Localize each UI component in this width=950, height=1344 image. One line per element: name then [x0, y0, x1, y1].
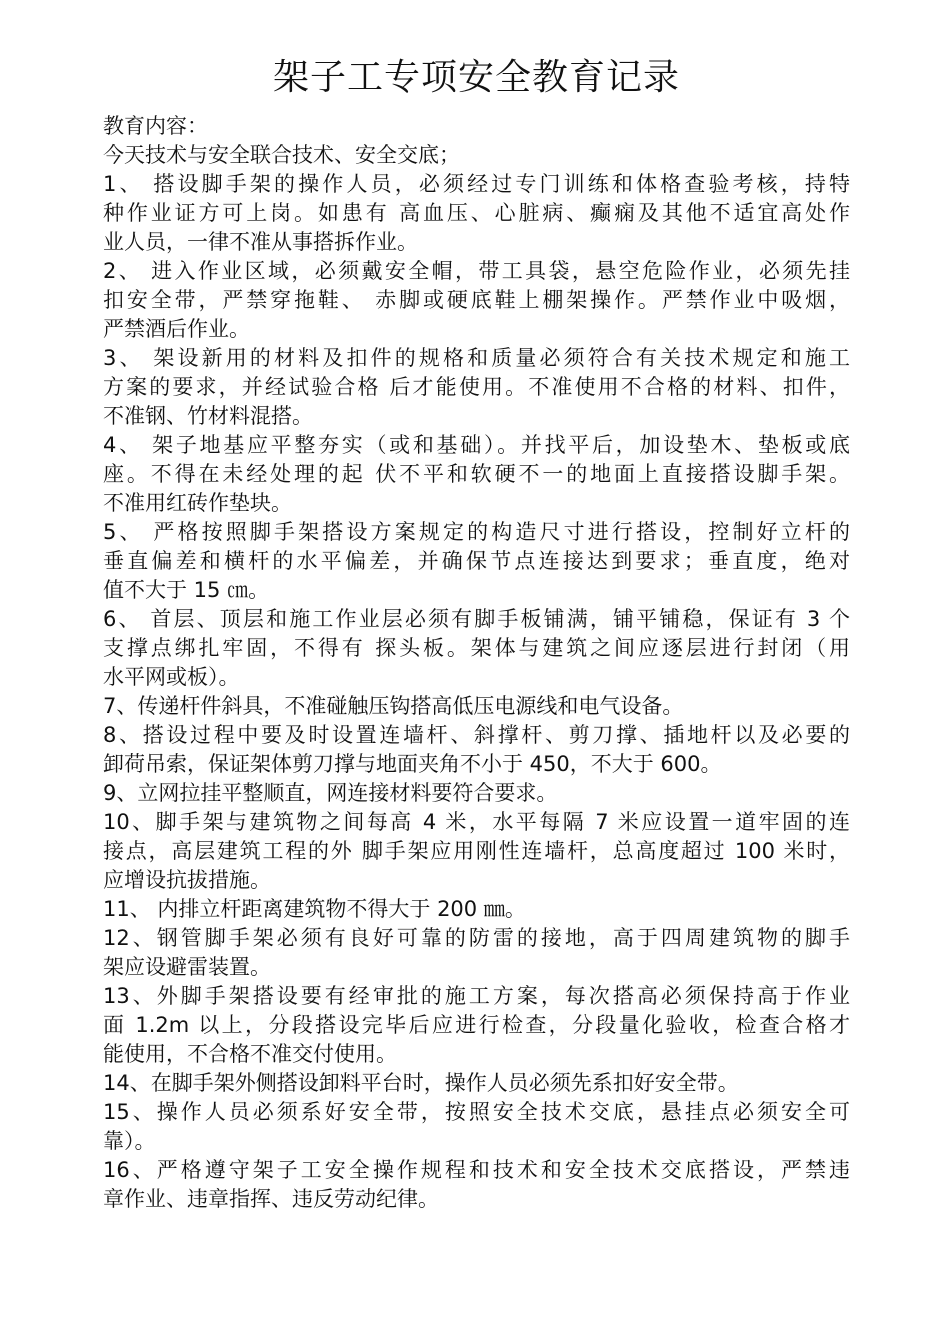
paragraph: [103, 344, 850, 431]
text-line: 2、 进入作业区域，必须戴安全帽，带工具袋，悬空危险作业，必须先挂: [103, 259, 850, 283]
text-line: 不准钢、竹材料混搭。: [103, 404, 313, 428]
text-line: 5、 严格按照脚手架搭设方案规定的构造尺寸进行搭设，控制好立杆的: [103, 520, 850, 544]
paragraph: [103, 605, 850, 692]
text-line: 10、脚手架与建筑物之间每高 4 米，水平每隔 7 米应设置一道牢固的连: [103, 810, 850, 834]
text-line: 8、搭设过程中要及时设置连墙杆、斜撑杆、剪刀撑、插地杆以及必要的: [103, 723, 850, 747]
text-line: 面 1.2m 以上，分段搭设完毕后应进行检查，分段量化验收，检查合格才: [103, 1013, 850, 1037]
document-body: [103, 112, 850, 1214]
paragraph: [103, 141, 850, 170]
paragraph: [103, 982, 850, 1069]
paragraph: [103, 257, 850, 344]
text-line: 今天技术与安全联合技术、安全交底；: [103, 143, 460, 167]
text-line: 15、操作人员必须系好安全带，按照安全技术交底，悬挂点必须安全可: [103, 1100, 850, 1124]
text-line: 扣安全带，严禁穿拖鞋、 赤脚或硬底鞋上棚架操作。严禁作业中吸烟，: [103, 288, 850, 312]
text-line: 应增设抗拔措施。: [103, 868, 271, 892]
text-line: 6、 首层、顶层和施工作业层必须有脚手板铺满，铺平铺稳，保证有 3 个: [103, 607, 850, 631]
paragraph: [103, 1098, 850, 1156]
paragraph: [103, 721, 850, 779]
paragraph: [103, 431, 850, 518]
text-line: 水平网或板）。: [103, 665, 240, 689]
text-line: 16、严格遵守架子工安全操作规程和技术和安全技术交底搭设，严禁违: [103, 1158, 850, 1182]
text-line: 4、 架子地基应平整夯实（或和基础）。并找平后，加设垫木、垫板或底: [103, 433, 850, 457]
text-line: 14、在脚手架外侧搭设卸料平台时，操作人员必须先系扣好安全带。: [103, 1071, 739, 1095]
text-line: 架应设避雷装置。: [103, 955, 271, 979]
text-line: 值不大于 15 ㎝。: [103, 578, 270, 602]
text-line: 3、 架设新用的材料及扣件的规格和质量必须符合有关技术规定和施工: [103, 346, 850, 370]
text-line: 卸荷吊索，保证架体剪刀撑与地面夹角不小于 450，不大于 600。: [103, 752, 722, 776]
text-line: 支撑点绑扎牢固，不得有 探头板。架体与建筑之间应逐层进行封闭（用: [103, 636, 850, 660]
paragraph: [103, 1069, 850, 1098]
paragraph: [103, 808, 850, 895]
text-line: 座。不得在未经处理的起 伏不平和软硬不一的地面上直接搭设脚手架。: [103, 462, 850, 486]
text-line: 能使用，不合格不准交付使用。: [103, 1042, 397, 1066]
text-line: 方案的要求，并经试验合格 后才能使用。不准使用不合格的材料、扣件，: [103, 375, 850, 399]
document-title: 架子工专项安全教育记录: [272, 57, 680, 98]
text-line: 12、钢管脚手架必须有良好可靠的防雷的接地，高于四周建筑物的脚手: [103, 926, 850, 950]
text-line: 9、立网拉挂平整顺直，网连接材料要符合要求。: [103, 781, 558, 805]
paragraph: [103, 924, 850, 982]
text-line: 11、 内排立杆距离建筑物不得大于 200 ㎜。: [103, 897, 526, 921]
paragraph: [103, 692, 850, 721]
text-line: 教育内容：: [103, 114, 208, 138]
text-line: 接点，高层建筑工程的外 脚手架应用刚性连墙杆，总高度超过 100 米时，: [103, 839, 850, 863]
text-line: 严禁酒后作业。: [103, 317, 250, 341]
text-line: 靠）。: [103, 1129, 156, 1153]
text-line: 种作业证方可上岗。如患有 高血压、心脏病、癫痫及其他不适宜高处作: [103, 201, 850, 225]
paragraph: [103, 112, 850, 141]
text-line: 1、 搭设脚手架的操作人员，必须经过专门训练和体格查验考核，持特: [103, 172, 850, 196]
paragraph: [103, 1156, 850, 1214]
text-line: 不准用红砖作垫块。: [103, 491, 292, 515]
text-line: 垂直偏差和横杆的水平偏差，并确保节点连接达到要求；垂直度，绝对: [103, 549, 850, 573]
paragraph: [103, 518, 850, 605]
paragraph: [103, 895, 850, 924]
text-line: 13、外脚手架搭设要有经审批的施工方案，每次搭高必须保持高于作业: [103, 984, 850, 1008]
text-line: 章作业、违章指挥、违反劳动纪律。: [103, 1187, 439, 1211]
paragraph: [103, 779, 850, 808]
text-line: 7、传递杆件斜具，不准碰触压钩搭高低压电源线和电气设备。: [103, 694, 684, 718]
text-line: 业人员，一律不准从事搭拆作业。: [103, 230, 418, 254]
paragraph: [103, 170, 850, 257]
